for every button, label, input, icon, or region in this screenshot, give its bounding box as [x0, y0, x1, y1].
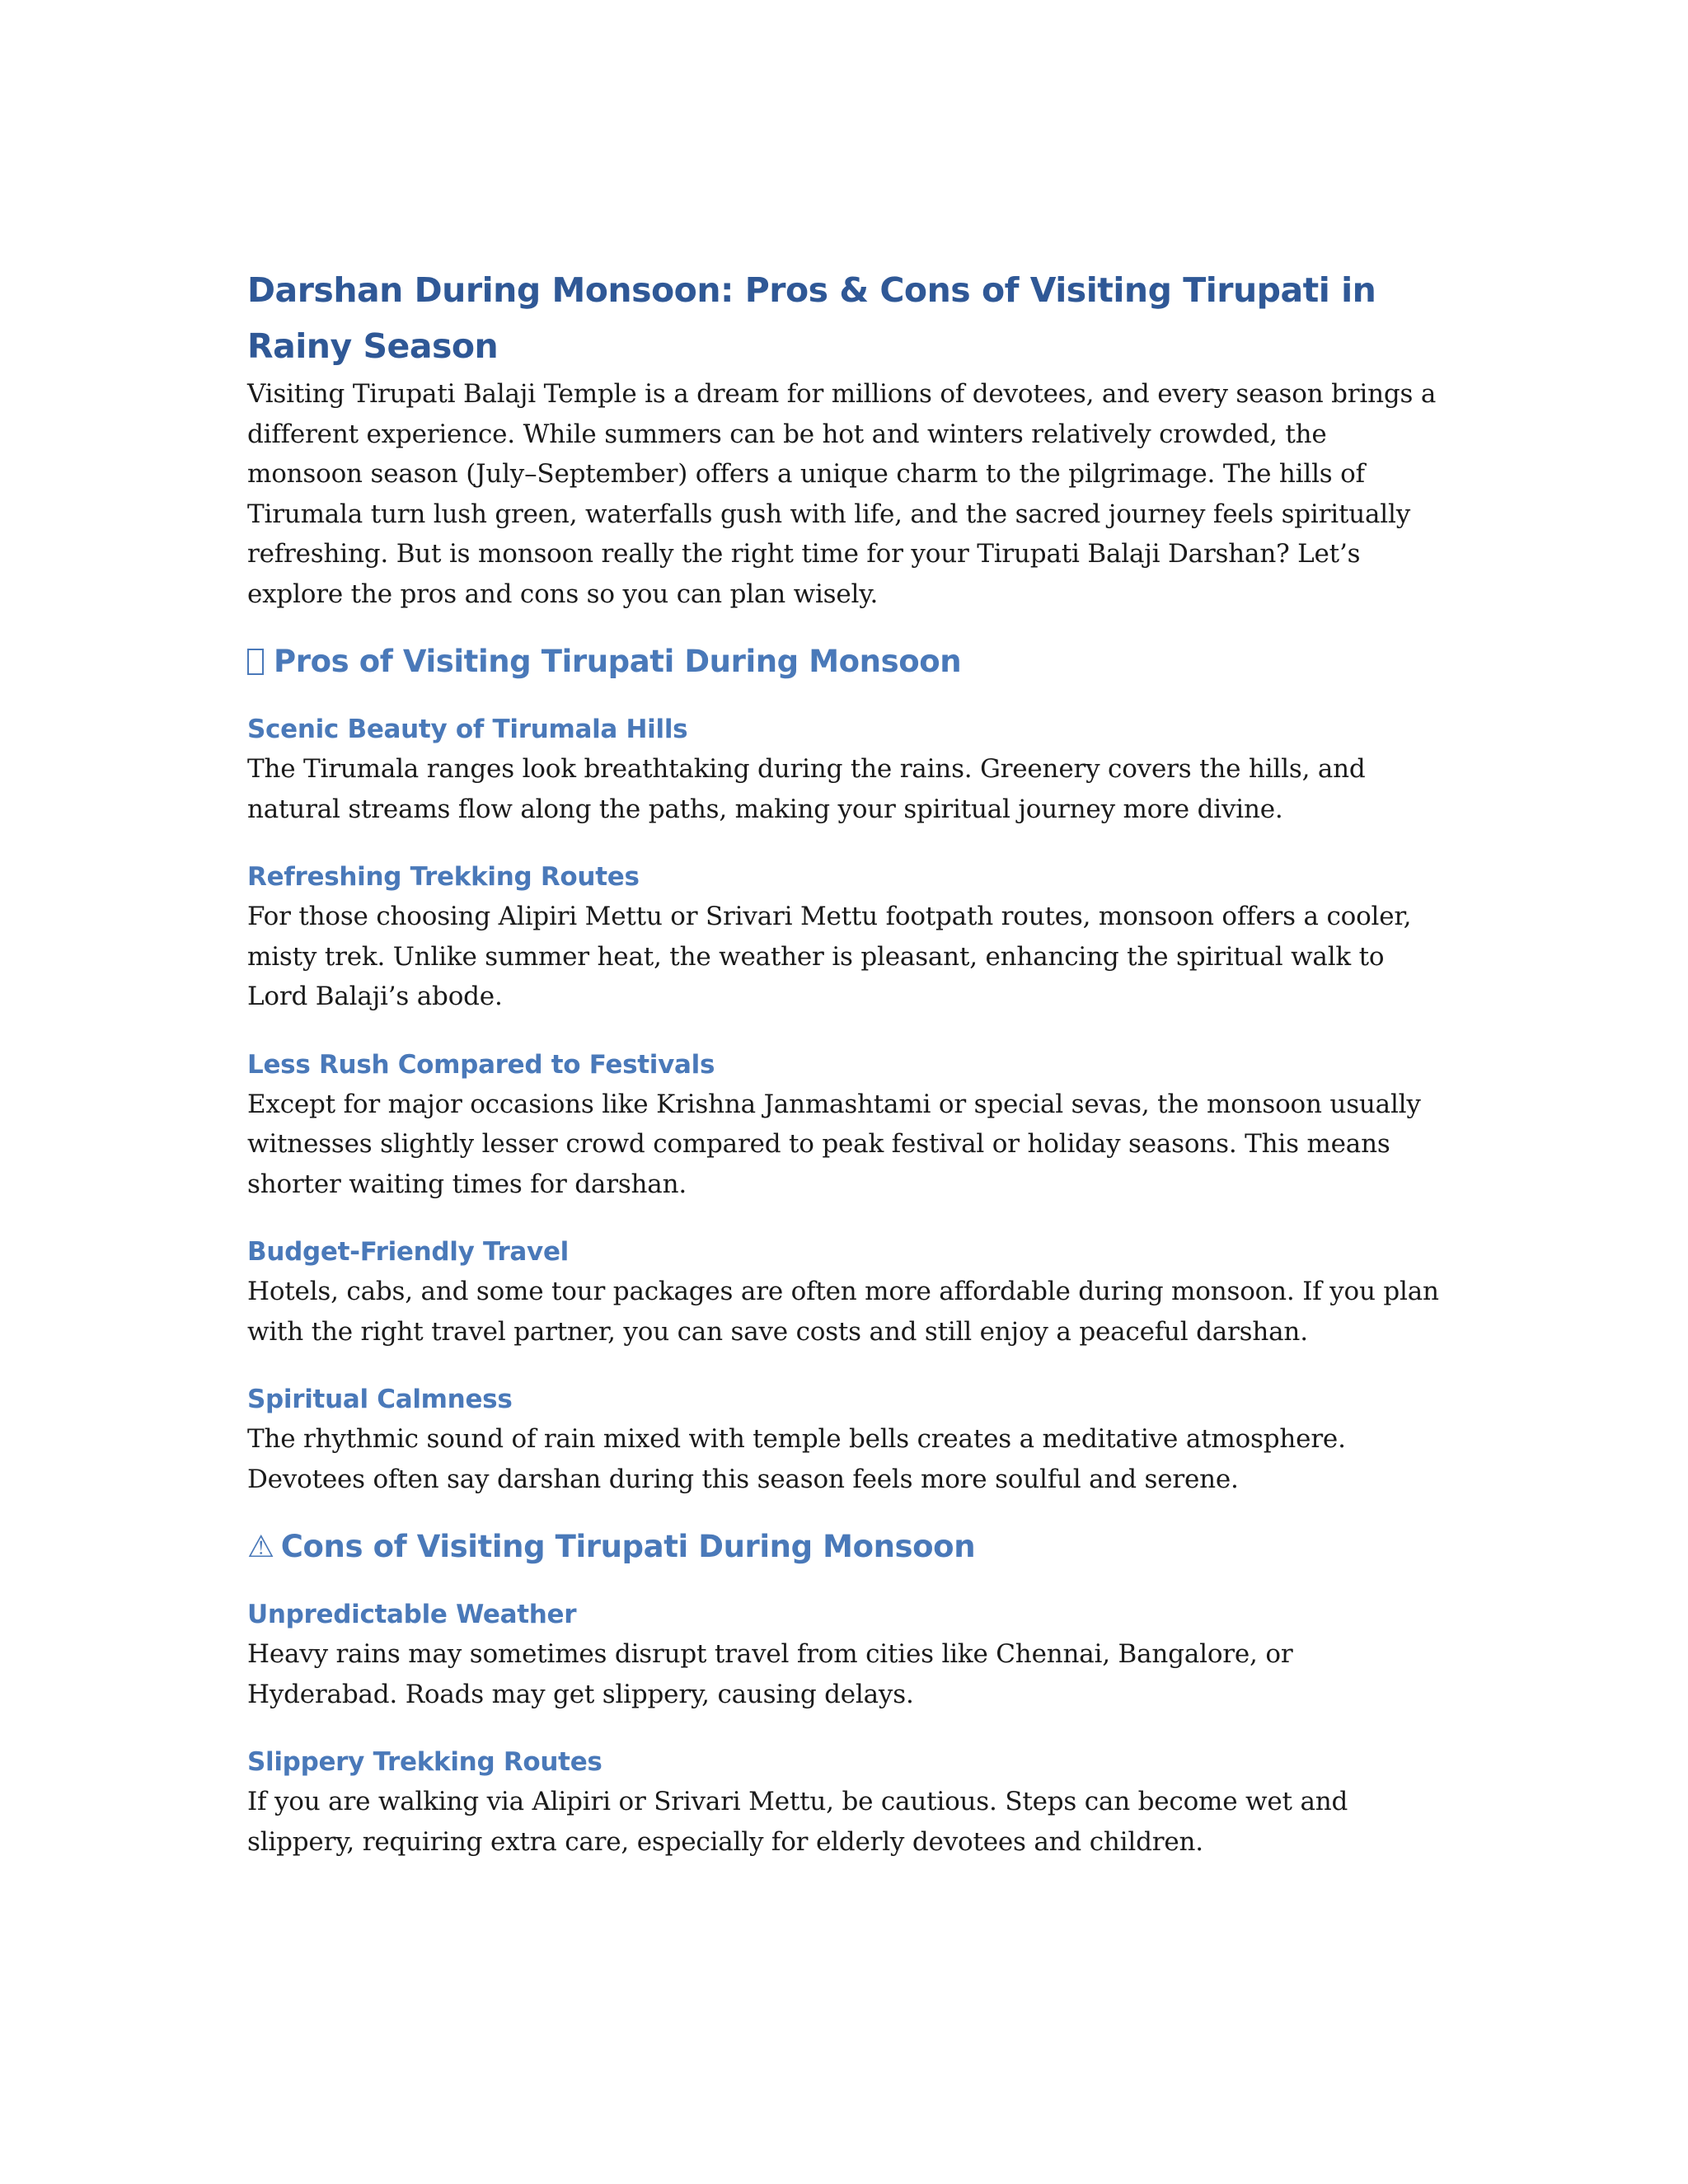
pros-item-heading: Refreshing Trekking Routes [247, 862, 640, 892]
pros-item-scenic-beauty [247, 710, 1442, 829]
pros-item-spiritual-calmness [247, 1380, 1442, 1499]
pros-item-text: Except for major occasions like Krishna Janmashtami or special sevas, the monsoon usually witnesses slightly lesser crowd compared to peak festival or holiday seasons. This means shorter waiting times for darshan. [247, 1089, 1421, 1199]
cons-item-text: If you are walking via Alipiri or Srivari Mettu, be cautious. Steps can become wet and slippery, requiring extra care, especially for elderly devotees and children. [247, 1787, 1348, 1857]
pros-item-budget-travel [247, 1232, 1442, 1352]
pros-item-heading: Budget-Friendly Travel [247, 1237, 570, 1267]
pros-item-text: For those choosing Alipiri Mettu or Srivari Mettu footpath routes, monsoon offers a cooler, misty trek. Unlike summer heat, the weather is pleasant, enhancing the spiritual walk to Lord Balaji’s abode. [247, 902, 1412, 1011]
warning-icon: ⚠ [247, 1529, 274, 1564]
cons-item-slippery-routes [247, 1742, 1442, 1862]
pros-item-heading: Scenic Beauty of Tirumala Hills [247, 715, 688, 744]
cons-item-text: Heavy rains may sometimes disrupt travel from cities like Chennai, Bangalore, or Hyderabad. Roads may get slippery, causing delays. [247, 1639, 1293, 1709]
pros-heading-text: Pros of Visiting Tirupati During Monsoon [274, 644, 962, 679]
cons-item-heading: Slippery Trekking Routes [247, 1747, 603, 1777]
pros-item-heading: Spiritual Calmness [247, 1385, 513, 1414]
cons-item-heading: Unpredictable Weather [247, 1600, 577, 1629]
document-page [247, 262, 1442, 1862]
pros-item-less-rush [247, 1045, 1442, 1205]
document-title: Darshan During Monsoon: Pros & Cons of Visiting Tirupati in Rainy Season [247, 270, 1376, 366]
pros-item-text: Hotels, cabs, and some tour packages are often more affordable during monsoon. If you plan with the right travel partner, you can save costs and still enjoy a peaceful darshan. [247, 1277, 1439, 1347]
pros-item-text: The rhythmic sound of rain mixed with temple bells creates a meditative atmosphere. Devotees often say darshan during this season feels more soulful and serene. [247, 1424, 1346, 1494]
missing-glyph-icon [247, 649, 264, 675]
pros-item-heading: Less Rush Compared to Festivals [247, 1049, 715, 1080]
cons-heading [247, 1522, 1442, 1572]
intro-paragraph: Visiting Tirupati Balaji Temple is a dream for millions of devotees, and every season brings a different experience. While summers can be hot and winters relatively crowded, the monsoon season (July–September) offers a unique charm to the pilgrimage. The hills of Tirumala turn lush green, waterfalls gush with life, and the sacred journey feels spiritually refreshing. But is monsoon really the right time for your Tirupati Balaji Darshan? Let’s explore the pros and cons so you can plan wisely. [247, 379, 1437, 609]
pros-item-trekking-routes [247, 857, 1442, 1017]
cons-item-unpredictable-weather [247, 1595, 1442, 1714]
cons-heading-text: Cons of Visiting Tirupati During Monsoon [280, 1529, 976, 1564]
pros-item-text: The Tirumala ranges look breathtaking during the rains. Greenery covers the hills, and natural streams flow along the paths, making your spiritual journey more divine. [247, 754, 1366, 824]
pros-heading [247, 637, 1442, 687]
